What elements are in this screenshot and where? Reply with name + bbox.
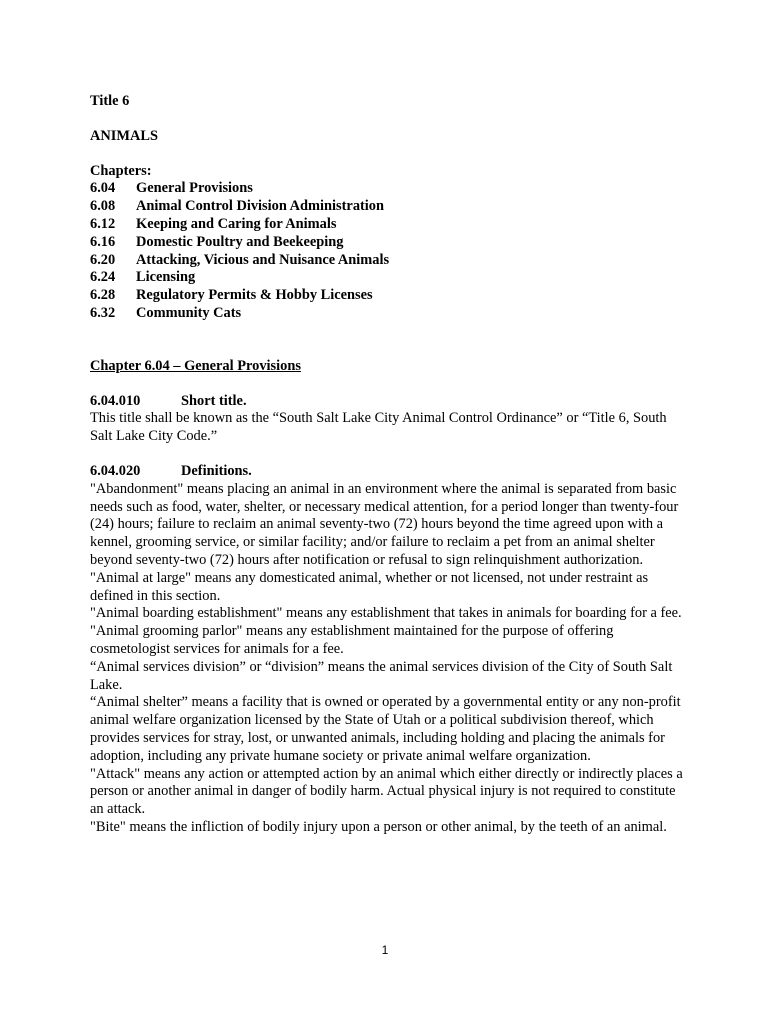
chapters-label: Chapters:: [90, 162, 152, 179]
section-number: 6.04.020: [90, 462, 141, 479]
chapter-name: Animal Control Division Administration: [136, 198, 385, 215]
chapter-item: [90, 180, 690, 198]
definition-paragraph: “Animal shelter” means a facility that is owned or operated by a governmental entity or any non-profit animal welfare organization licensed by the State of Utah or a political subdivision thereof, which provides services for stray, lost, or unwanted animals, including holding and placing the animals for adoption, including any private humane society or private animal welfare organization.: [90, 694, 681, 764]
definition-paragraph: "Abandonment" means placing an animal in an environment where the animal is separated from basic needs such as food, water, shelter, or necessary medical attention, for a period longer than twenty-four (24) hours; failure to reclaim an animal seventy-two (72) hours beyond the time agreed upon with a kennel, grooming service, or similar facility; and/or failure to reclaim a pet from an animal shelter beyond seventy-two (72) hours after notification or refusal to sign relinquishment authorization.: [90, 480, 679, 568]
chapter-item: [90, 287, 690, 305]
definition-paragraph: "Animal grooming parlor" means any establishment maintained for the purpose of offering cosmetologist services for animals for a fee.: [90, 623, 614, 657]
chapter-name: Licensing: [136, 269, 196, 286]
subject-heading: ANIMALS: [90, 127, 158, 144]
definition-paragraph: "Bite" means the infliction of bodily injury upon a person or other animal, by the teeth of an animal.: [90, 818, 667, 835]
chapter-name: General Provisions: [136, 180, 253, 197]
chapter-item: [90, 198, 690, 216]
document-page: [90, 93, 690, 837]
chapter-name: Attacking, Vicious and Nuisance Animals: [136, 251, 390, 268]
chapter-number: 6.16: [90, 233, 116, 250]
title-label: Title 6: [90, 93, 130, 109]
chapter-item: [90, 269, 690, 287]
page-number: 1: [381, 943, 389, 957]
definition-paragraph: "Attack" means any action or attempted action by an animal which either directly or indirectly places a person or another animal in danger of bodily harm. Actual physical injury is not required to constitute an attack.: [90, 765, 683, 818]
section-text: This title shall be known as the “South Salt Lake City Animal Control Ordinance” or “Title 6, South Salt Lake City Code.”: [90, 410, 667, 445]
chapter-number: 6.24: [90, 269, 116, 286]
chapter-heading: Chapter 6.04 – General Provisions: [90, 357, 301, 374]
chapter-item: [90, 305, 690, 323]
chapter-item: [90, 252, 690, 270]
definition-paragraph: "Animal boarding establishment" means any establishment that takes in animals for boarding for a fee.: [90, 605, 682, 622]
chapter-number: 6.28: [90, 287, 116, 304]
chapter-number: 6.12: [90, 215, 116, 232]
chapter-name: Domestic Poultry and Beekeeping: [136, 233, 344, 250]
chapter-number: 6.04: [90, 180, 116, 197]
chapter-name: Keeping and Caring for Animals: [136, 215, 337, 232]
definition-paragraph: “Animal services division” or “division” means the animal services division of the City of South Salt Lake.: [90, 658, 673, 693]
section-number: 6.04.010: [90, 392, 141, 409]
chapter-item: [90, 234, 690, 252]
chapter-number: 6.20: [90, 251, 116, 268]
definition-paragraph: "Animal at large" means any domesticated animal, whether or not licensed, not under restraint as defined in this section.: [90, 569, 649, 604]
section-title: Short title.: [181, 392, 247, 409]
chapter-name: Regulatory Permits & Hobby Licenses: [136, 287, 373, 304]
section-heading: [90, 393, 690, 411]
chapter-list: [90, 180, 690, 322]
chapter-number: 6.08: [90, 198, 116, 215]
chapter-number: 6.32: [90, 304, 116, 321]
section-title: Definitions.: [181, 462, 252, 479]
definitions-list: [90, 481, 690, 837]
chapter-item: [90, 216, 690, 234]
section-heading: [90, 463, 690, 481]
chapter-name: Community Cats: [136, 304, 242, 321]
